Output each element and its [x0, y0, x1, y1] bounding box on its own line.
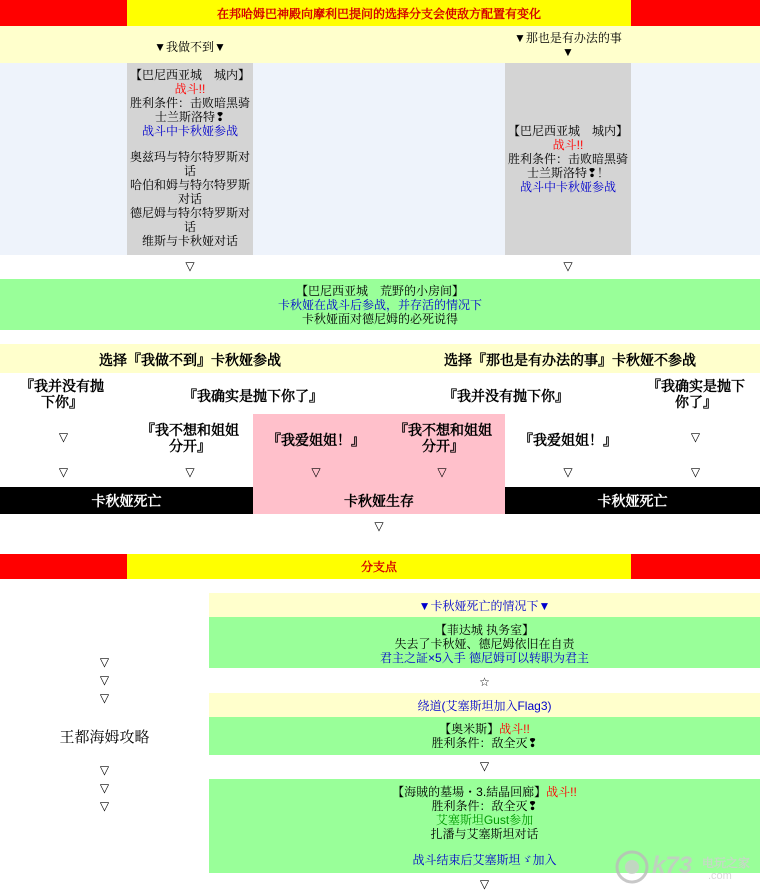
option-not-abandon-right: 『我并没有抛下你』	[443, 388, 569, 404]
branch-banner	[127, 554, 631, 579]
down-arrow-icon: ▽	[374, 519, 384, 533]
outcome-dead-right: 卡秋娅死亡	[505, 487, 760, 514]
down-arrow-icon: ▽	[58, 465, 69, 479]
down-arrow-icon: ▽	[690, 465, 701, 479]
select-header-right: 选择『那也是有办法的事』卡秋娅不参战	[444, 352, 696, 368]
watermark-k: k73	[652, 852, 693, 879]
talk-line: 德尼姆与特尔特罗斯对话	[129, 206, 250, 234]
down-arrow-icon: ▽	[99, 763, 110, 777]
option-did-abandon-left: 『我确实是抛下你了』	[183, 388, 323, 404]
down-arrow-icon: ▽	[99, 799, 110, 813]
detour-row: 绕道(艾塞斯坦加入Flag3)	[209, 693, 760, 717]
branch-title: 分支点	[360, 560, 397, 574]
down-arrow-icon: ▽	[479, 759, 490, 773]
select-header-left: 选择『我做不到』卡秋娅参战	[99, 352, 281, 368]
star-icon: ☆	[479, 675, 490, 689]
death-case-header: ▼卡秋娅死亡的情况下▼	[209, 593, 760, 617]
option-no-separate-right: 『我不想和姐姐分开』	[394, 422, 492, 454]
down-arrow-icon: ▽	[99, 673, 110, 687]
option-love-sister-left: 『我爱姐姐！』	[267, 432, 365, 448]
talk-line: 哈伯和姆与特尔特罗斯对话	[129, 178, 250, 206]
header-title: 在邦哈姆巴神殿向摩利巴提问的选择分支会使敌方配置有变化	[216, 6, 541, 21]
choice-right: ▼那也是有办法的事 ▼	[514, 31, 622, 59]
header-left-red	[0, 0, 127, 26]
down-arrow-icon: ▽	[99, 691, 110, 705]
branch-right-red	[631, 554, 760, 579]
down-arrow-icon: ▽	[99, 781, 110, 795]
branch-left-red	[0, 554, 127, 579]
down-arrow-icon: ▽	[690, 430, 701, 444]
omis-battle: 【奥米斯】战斗!! 胜利条件：敌全灭❢	[209, 717, 760, 755]
pirate-battle: 【海賊的墓場・3.結晶回廊】战斗!! 胜利条件：敌全灭❢ 艾塞斯坦Gust参加 扎潘与艾塞斯坦对话 战斗结束后艾塞斯坦ゞ加入	[209, 779, 760, 873]
castle-battle-left: 【巴尼西亚城 城内】 战斗!! 胜利条件：击败暗黑骑士兰斯洛特❢ 战斗中卡秋娅参战 奥兹玛与特尔特罗斯对话 哈伯和姆与特尔特罗斯对话 德尼姆与特尔特罗斯对话 维斯与卡秋娅对话	[127, 63, 253, 255]
header-banner	[127, 0, 631, 26]
office-event: 【菲达城 执务室】 失去了卡秋娅、德尼姆依旧在自责 君主之証×5入手 德尼姆可以转职为君主	[209, 617, 760, 668]
route-title: 王都海姆攻略	[59, 729, 150, 746]
watermark-site: 电玩之家	[702, 856, 751, 870]
castle-battle-right: 【巴尼西亚城 城内】 战斗!! 胜利条件：击败暗黑骑士兰斯洛特❢！ 战斗中卡秋娅参战	[505, 63, 631, 255]
down-arrow-icon: ▽	[437, 465, 447, 479]
talk-line: 维斯与卡秋娅对话	[141, 234, 238, 248]
hut-event: 【巴尼西亚城 荒野的小房间】 卡秋娅在战斗后参战，并存活的情况下 卡秋娅面对德尼姆的必死说得	[0, 279, 760, 330]
down-arrow-icon: ▽	[58, 430, 69, 444]
option-did-abandon-right: 『我确实是抛下你了』	[647, 378, 745, 410]
choice-row	[0, 26, 760, 63]
watermark-domain: .com	[708, 870, 732, 882]
down-arrow-icon: ▽	[311, 465, 321, 479]
option-love-sister-right: 『我爱姐姐！』	[519, 432, 617, 448]
down-arrow-icon: ▽	[563, 259, 573, 273]
site-watermark	[612, 846, 758, 888]
option-no-separate-left: 『我不想和姐姐分开』	[141, 422, 239, 454]
down-arrow-icon: ▽	[99, 655, 110, 669]
option-not-abandon-left: 『我并没有抛下你』	[20, 378, 104, 410]
outcome-alive: 卡秋娅生存	[344, 492, 414, 509]
header-right-red	[631, 0, 760, 26]
down-arrow-icon: ▽	[185, 465, 195, 479]
controller-logo-icon	[612, 850, 652, 884]
battle-area	[0, 63, 760, 255]
outcome-dead-left: 卡秋娅死亡	[0, 487, 253, 514]
down-arrow-icon: ▽	[563, 465, 573, 479]
choice-left: ▼我做不到▼	[154, 40, 226, 54]
talk-line: 奥兹玛与特尔特罗斯对话	[129, 150, 250, 178]
down-arrow-icon: ▽	[479, 877, 490, 891]
down-arrow-icon: ▽	[185, 259, 195, 273]
